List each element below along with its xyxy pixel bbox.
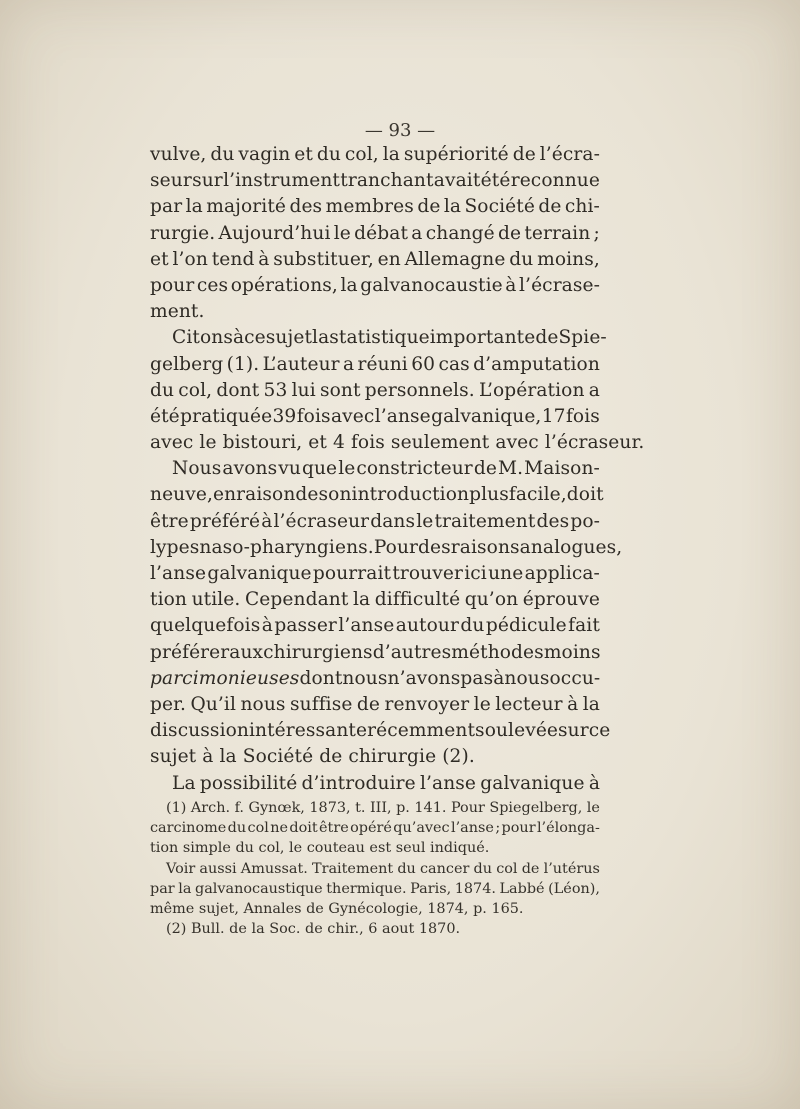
body-line: ment.	[150, 301, 205, 323]
main-text	[150, 142, 645, 797]
footnote-line: (2) Bull. de la Soc. de chir., 6 aout 1870.	[166, 921, 461, 938]
body-line: pour ces opérations, la galvanocaustie à l’écrase-	[150, 274, 600, 296]
body-line: per. Qu’il nous suffise de renvoyer le lecteur à la	[150, 693, 600, 715]
page-number: — 93 —	[364, 120, 436, 141]
body-line: tion utile. Cependant la difficulté qu’on éprouve	[150, 589, 600, 611]
footnote-line: Voir aussi Amussat. Traitement du cancer du col de l’utérus	[166, 860, 600, 877]
body-line: être préféré à l’écraseur dans le traitement des po-	[150, 510, 600, 532]
body-line: vulve, du vagin et du col, la supériorité de l’écra-	[150, 144, 600, 165]
body-line: du col, dont 53 lui sont personnels. L’opération a	[150, 379, 600, 401]
footnote-line: (1) Arch. f. Gynœk, 1873, t. III, p. 141. Pour Spiegelberg, le	[166, 800, 600, 816]
footnote-line: par la galvanocaustique thermique. Paris, 1874. Labbé (Léon),	[150, 880, 600, 897]
footnote-line: même sujet, Annales de Gynécologie, 1874, p. 165.	[150, 900, 524, 917]
body-line: Citons à ce sujet la statistique importante de Spie-	[172, 327, 607, 349]
body-line: gelberg (1). L’auteur a réuni 60 cas d’amputation	[150, 353, 600, 375]
body-line: parcimonieuses dont nous n’avons pas à nous occu-	[150, 667, 601, 689]
body-line: La possibilité d’introduire l’anse galvanique à	[172, 772, 600, 794]
footnote-line: tion simple du col, le couteau est seul indiqué.	[150, 840, 490, 857]
body-line: été pratiquée 39 fois avec l’anse galvanique, 17 fois	[150, 405, 600, 427]
body-line: quelquefois à passer l’anse autour du pédicule fait	[150, 615, 600, 637]
footnote-line: carcinome du col ne doit être opéré qu’avec l’anse ; pour l’élonga-	[150, 820, 600, 837]
body-line: seur sur l’instrument tranchant avait été reconnue	[150, 170, 600, 192]
body-line: Nous avons vu que le constricteur de M. Maison-	[172, 458, 600, 480]
body-line: lypes naso-pharyngiens. Pour des raisons analogues,	[150, 536, 623, 558]
body-line: rurgie. Aujourd’hui le débat a changé de terrain ;	[150, 222, 600, 244]
body-line: avec le bistouri, et 4 fois seulement avec l’écraseur.	[150, 432, 645, 454]
body-line: et l’on tend à substituer, en Allemagne du moins,	[150, 248, 600, 270]
body-line: neuve, en raison de son introduction plus facile, doit	[150, 484, 604, 506]
body-line: discussion intéressante récemment soulevée sur ce	[150, 720, 611, 742]
body-line: par la majorité des membres de la Société de chi-	[150, 196, 600, 218]
body-line: sujet à la Société de chirurgie (2).	[150, 746, 475, 768]
body-line: préférer aux chirurgiens d’autres méthodes moins	[150, 641, 601, 663]
body-line: l’anse galvanique pourrait trouver ici une applica-	[150, 563, 600, 584]
footnotes	[150, 798, 600, 939]
